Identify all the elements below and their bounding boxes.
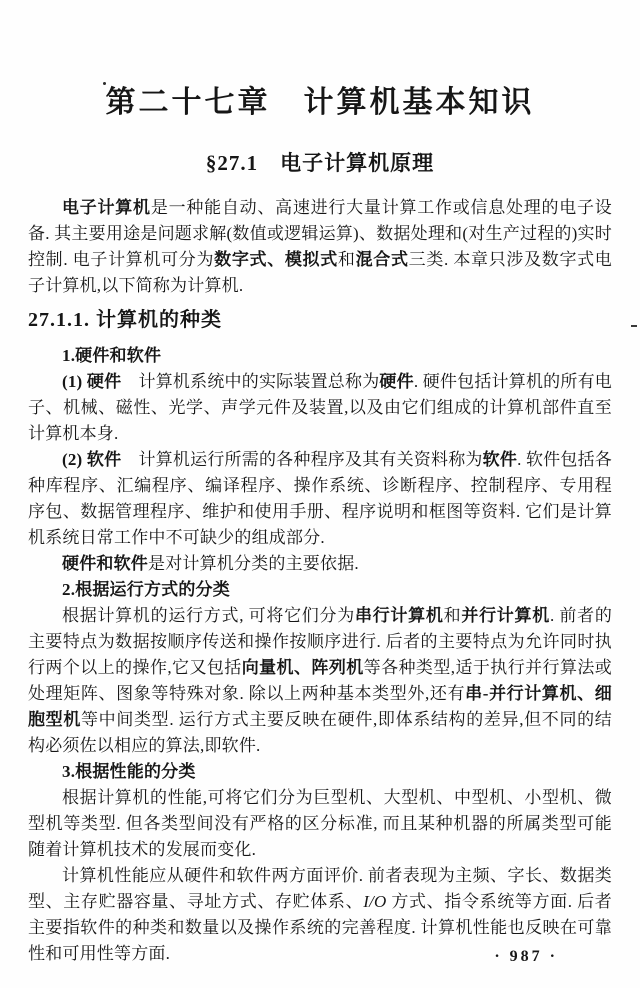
text-run: 等各种类型,适于执行并行算法或处理矩阵、图象等特殊对象. 除以上两种基本类型外,还有 <box>28 658 613 703</box>
text-run: 27.1.1. 计算机的种类 <box>28 309 222 331</box>
emphasized-text: 数字式、模拟式 <box>214 250 338 269</box>
emphasized-text: 向量机、阵列机 <box>241 658 364 677</box>
text-run: 三类. 本章只涉及数字式电子计算机,以下简称为计算机. <box>28 250 612 295</box>
scan-artifact-dot <box>103 82 106 85</box>
text-run: 是对计算机分类的主要依据. <box>148 554 359 573</box>
text-run: 方式、指令系统等方面. 后者主要指软件的种类和数量以及操作系统的完善程度. 计算机性能也反映在可靠性和可用性等方面. <box>28 892 612 963</box>
emphasized-text: 硬件和软件 <box>62 554 148 573</box>
page-number: · 987 · <box>494 948 558 965</box>
text-run: . 硬件包括计算机的所有电子、机械、磁性、光学、声学元件及装置,以及由它们组成的计算机部件直至计算机本身. <box>28 372 612 443</box>
operation-mode-paragraph <box>28 603 612 759</box>
text-run: 和 <box>443 606 462 625</box>
emphasized-text: 硬件 <box>379 372 414 391</box>
text-run: . 软件包括各种库程序、汇编程序、编译程序、操作系统、诊断程序、控制程序、专用程序包、数据管理程序、维护和使用手册、程序说明和框图等资料. 它们是计算机系统日常工作中不可缺少的组成部分. <box>28 450 612 547</box>
document-body <box>28 195 612 967</box>
text-run: 计算机运行所需的各种程序及其有关资料称为 <box>121 450 483 469</box>
text-run: 计算机性能应从硬件和软件两方面评价. 前者表现为主频、字长、数据类型、主存贮器容量、寻址方式、存贮体系、 <box>28 866 612 911</box>
emphasized-text: (2) 软件 <box>62 450 122 469</box>
section-title: §27.1 电子计算机原理 <box>205 151 435 175</box>
emphasized-text: 电子计算机 <box>62 198 151 217</box>
text-run: 根据计算机的性能,可将它们分为巨型机、大型机、中型机、小型机、微型机等类型. 但各类型间没有严格的区分标准, 而且某种机器的所属类型可能随着计算机技术的发展而变化. <box>28 788 612 859</box>
emphasized-text: 串行计算机 <box>354 606 444 625</box>
intro-paragraph <box>28 195 612 299</box>
chapter-title: 第二十七章 计算机基本知识 <box>105 86 535 119</box>
italic-text: I/O <box>363 892 387 911</box>
item-heading-2 <box>28 577 612 603</box>
scan-artifact-dash <box>631 325 637 327</box>
classification-basis-paragraph <box>28 551 612 577</box>
performance-class-paragraph <box>28 785 612 863</box>
text-run: 3.根据性能的分类 <box>62 762 196 781</box>
text-run: 1.硬件和软件 <box>62 346 162 365</box>
emphasized-text: 串-并行计算机、细胞型机 <box>28 684 612 729</box>
software-paragraph <box>28 447 612 551</box>
emphasized-text: (1) 硬件 <box>62 372 122 391</box>
hardware-paragraph <box>28 369 612 447</box>
text-run: 和 <box>337 250 356 269</box>
text-run: 是一种能自动、高速进行大量计算工作或信息处理的电子设备. 其主要用途是问题求解(数值或逻辑运算)、数据处理和(对生产过程的)实时控制. 电子计算机可分为 <box>28 198 613 269</box>
text-run: 2.根据运行方式的分类 <box>62 580 230 599</box>
text-run: . 前者的主要特点为数据按顺序传送和操作按顺序进行. 后者的主要特点为允许同时执行两个以上的操作,它又包括 <box>28 606 613 677</box>
text-run: 计算机系统中的实际装置总称为 <box>121 372 380 391</box>
emphasized-text: 混合式 <box>355 250 409 269</box>
item-heading-3 <box>28 759 612 785</box>
item-heading-1 <box>28 343 612 369</box>
text-run: 根据计算机的运行方式, 可将它们分为 <box>62 606 355 625</box>
subsection-heading-27-1-1 <box>28 308 612 332</box>
text-run: 等中间类型. 运行方式主要反映在硬件,即体系结构的差异,但不同的结构必须佐以相应的算法,即软件. <box>28 710 612 755</box>
emphasized-text: 软件 <box>482 450 518 469</box>
emphasized-text: 并行计算机 <box>461 606 550 625</box>
